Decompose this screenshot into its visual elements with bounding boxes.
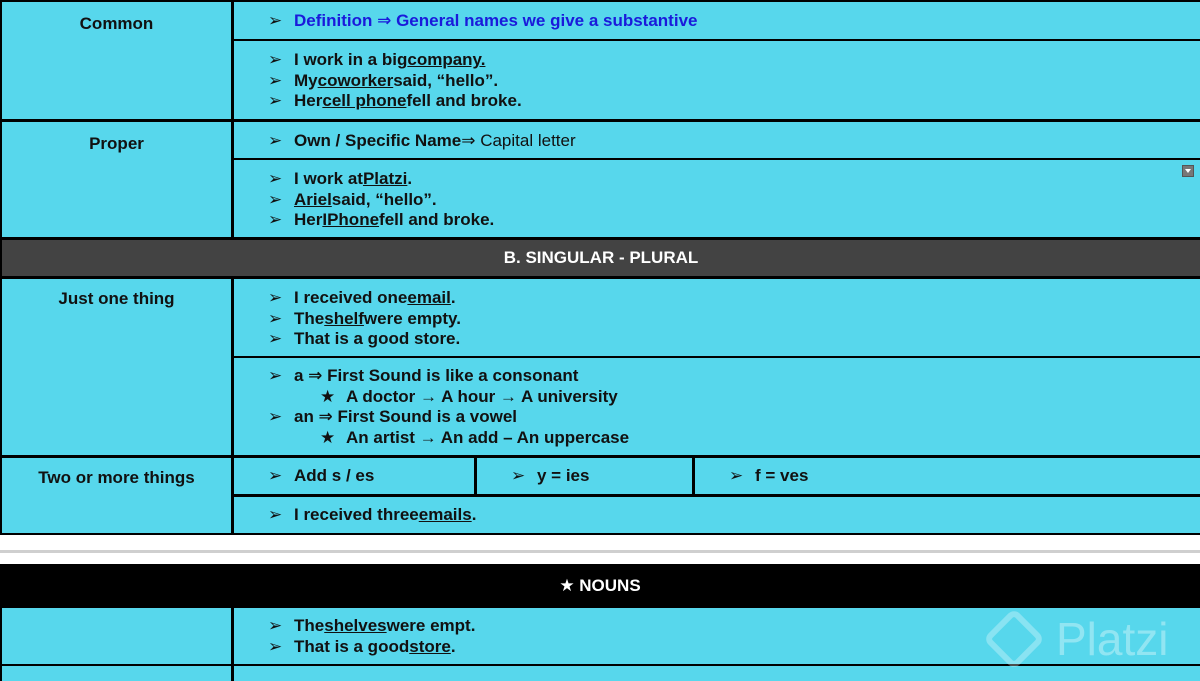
star-icon: ★ bbox=[320, 386, 336, 406]
list-subitem: ★ An artist → An add – An uppercase bbox=[320, 427, 630, 447]
row-label-singular: Just one thing bbox=[2, 279, 231, 455]
list-item: ➢ That is a good store . bbox=[268, 636, 456, 656]
list-item: ➢ I work at Platzi . bbox=[268, 169, 413, 188]
arrow-icon: ➢ bbox=[268, 636, 283, 656]
row-cell-next bbox=[234, 666, 1200, 681]
list-item: ➢ I work in a big company. bbox=[268, 50, 486, 69]
plural-rule-cell: ➢ f = ves bbox=[695, 458, 1200, 494]
arrow-icon: ➢ bbox=[268, 329, 283, 348]
proper-definition-cell: ➢ Own / Specific Name ⇒ Capital letter bbox=[234, 122, 1200, 158]
list-item: ➢ My coworker said, “hello”. bbox=[268, 70, 499, 90]
arrow-icon: ➢ bbox=[268, 189, 283, 209]
list-item: ➢ a ⇒ First Sound is like a consonant bbox=[268, 366, 579, 385]
section-header-nouns: ★ NOUNS bbox=[0, 566, 1200, 606]
list-item: ➢ I received one email . bbox=[268, 288, 456, 307]
list-item: ➢ That is a good store. bbox=[268, 329, 461, 348]
arrow-icon: ➢ bbox=[268, 616, 283, 635]
arrow-icon: ➢ bbox=[268, 210, 283, 229]
common-definition: Definition ⇒ General names we give a substantive bbox=[294, 11, 698, 30]
plural-example-cell bbox=[234, 497, 1200, 533]
proper-examples-cell bbox=[234, 160, 1200, 237]
list-item: ➢ The shelves were empt. bbox=[268, 616, 476, 635]
arrow-icon: ➢ bbox=[268, 91, 283, 110]
row-label-plural: Two or more things bbox=[2, 458, 231, 533]
arrow-icon: ➢ bbox=[511, 466, 526, 485]
row-label-empty bbox=[2, 608, 231, 664]
list-item: ➢ an ⇒ First Sound is a vowel bbox=[268, 407, 518, 426]
plural-rule-cell: ➢ Add s / es bbox=[234, 458, 474, 494]
arrow-icon: ➢ bbox=[268, 466, 283, 485]
arrow-icon: ➢ bbox=[268, 50, 283, 69]
arrow-icon: ➢ bbox=[268, 505, 283, 524]
arrow-icon: ➢ bbox=[268, 308, 283, 328]
star-icon: ★ bbox=[320, 427, 336, 447]
articles-cell bbox=[234, 358, 1200, 455]
arrow-icon: ➢ bbox=[268, 407, 283, 426]
arrow-icon: ➢ bbox=[268, 11, 283, 30]
arrow-icon: ➢ bbox=[268, 131, 283, 150]
list-item: ➢ The shelf were empty. bbox=[268, 308, 461, 328]
row-label-next bbox=[2, 666, 231, 681]
dropdown-toggle-icon[interactable] bbox=[1182, 165, 1194, 177]
watermark-text: Platzi bbox=[1056, 613, 1169, 665]
list-item: ➢ I received three emails . bbox=[268, 505, 477, 524]
row-label-common bbox=[2, 2, 231, 119]
list-subitem: ★ A doctor → A hour → A university bbox=[320, 386, 618, 406]
list-item: ➢ Her cell phone fell and broke. bbox=[268, 91, 522, 110]
common-label: Common bbox=[79, 14, 154, 33]
arrow-icon: ➢ bbox=[268, 288, 283, 307]
section-header-singular-plural: B. SINGULAR - PLURAL bbox=[2, 240, 1200, 276]
common-examples-cell bbox=[234, 41, 1200, 119]
singular-examples-cell bbox=[234, 279, 1200, 356]
arrow-icon: ➢ bbox=[268, 366, 283, 385]
list-item: ➢ Ariel said, “hello”. bbox=[268, 189, 437, 209]
plural-rule-cell: ➢ y = ies bbox=[477, 458, 692, 494]
list-item: ➢ Her IPhone fell and broke. bbox=[268, 210, 495, 229]
page-divider bbox=[0, 550, 1200, 553]
row-label-proper: Proper bbox=[2, 122, 231, 237]
common-definition-cell bbox=[234, 2, 1200, 39]
arrow-icon: ➢ bbox=[268, 169, 283, 188]
arrow-icon: ➢ bbox=[268, 70, 283, 90]
arrow-icon: ➢ bbox=[729, 466, 744, 485]
